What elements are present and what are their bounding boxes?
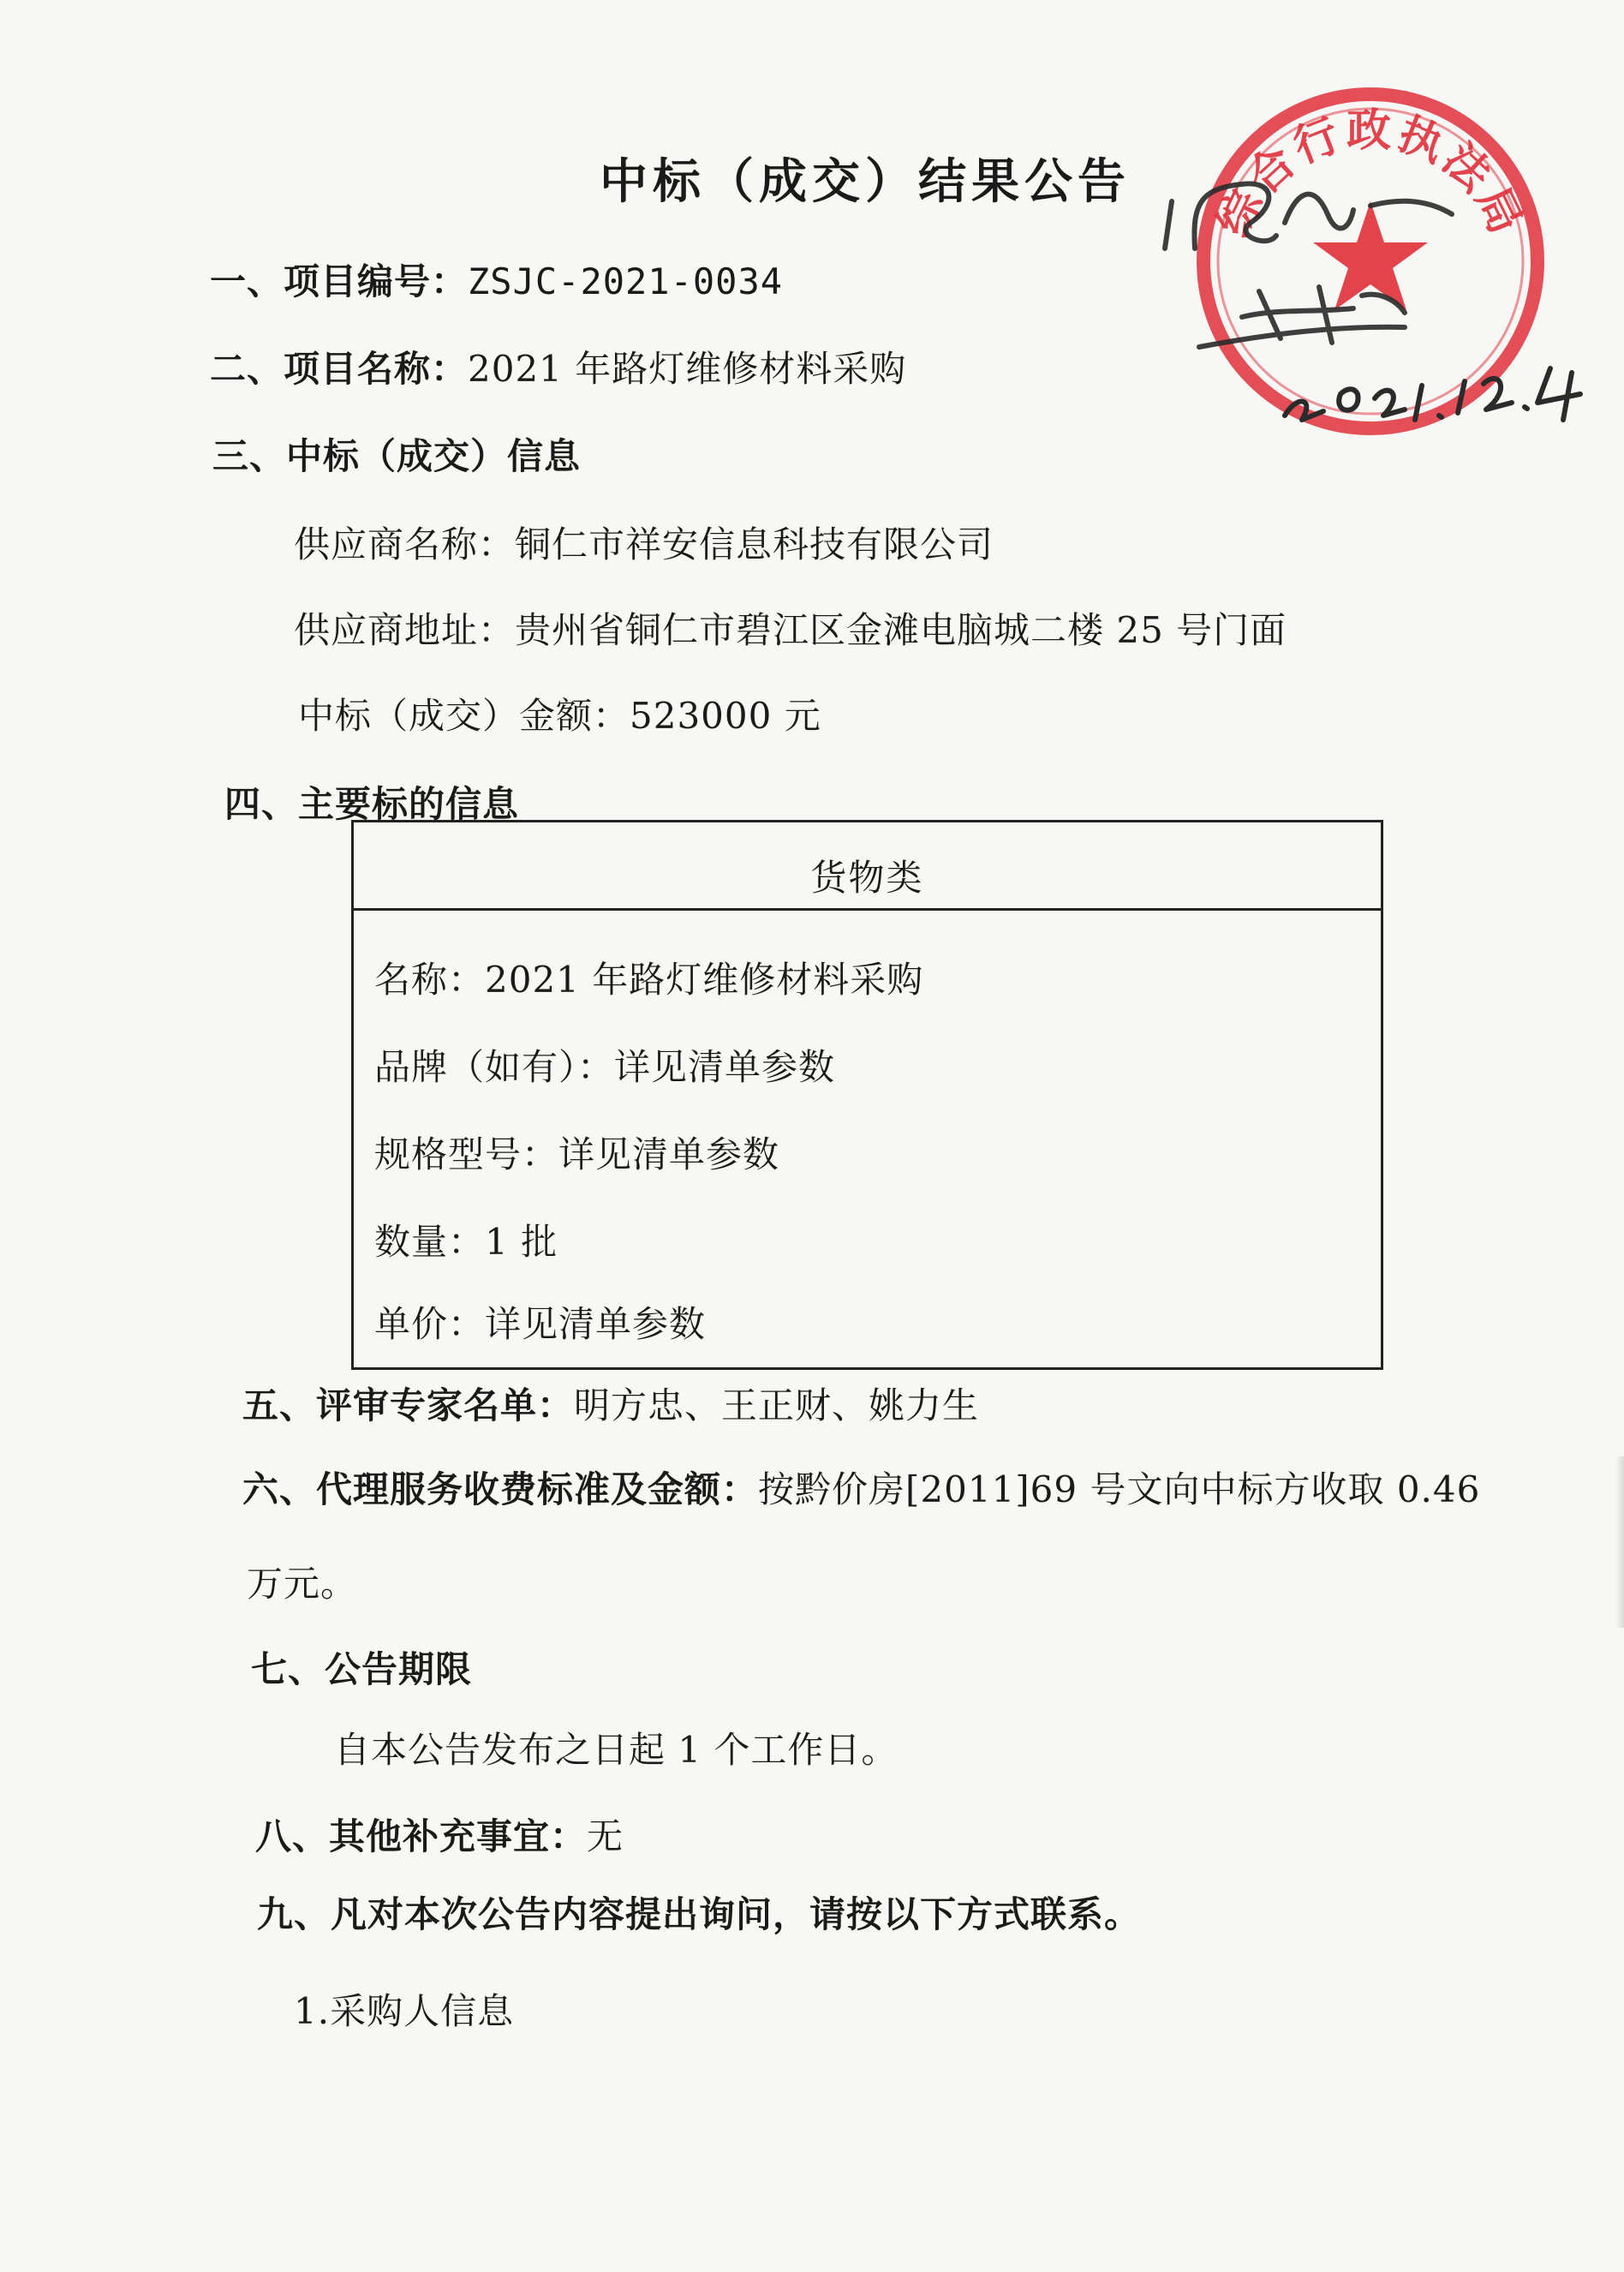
agency-fee-value: 按黔价房[2011]69 号文向中标方收取 0.46 (758, 1468, 1481, 1510)
agency-fee-continuation: 万元。 (247, 1563, 358, 1605)
contact-heading: 九、凡对本次公告内容提出询问，请按以下方式联系。 (257, 1893, 1142, 1935)
project-name-label: 二、项目名称： (210, 348, 469, 390)
project-name-value: 2021 年路灯维修材料采购 (468, 348, 907, 390)
other-matters-value: 无 (587, 1815, 624, 1857)
table-header-label: 货物类 (810, 857, 924, 899)
notice-period-heading: 七、公告期限 (251, 1648, 473, 1690)
subject-info-table (351, 820, 1383, 1370)
handwritten-signature (1148, 137, 1610, 445)
project-number-value: ZSJC-2021-0034 (468, 260, 784, 302)
other-matters-row (255, 1815, 624, 1857)
other-matters-label: 八、其他补充事宜： (255, 1815, 588, 1857)
award-amount-value: 523000 元 (630, 695, 821, 737)
main-subject-heading: 四、主要标的信息 (224, 783, 520, 825)
row-value: 详见清单参数 (614, 1046, 836, 1088)
supplier-name-label: 供应商名称： (294, 523, 516, 565)
page-title: 中标（成交）结果公告 (600, 153, 1131, 210)
supplier-name-value: 铜仁市祥安信息科技有限公司 (515, 523, 994, 565)
table-row (374, 1133, 780, 1175)
seal-text: 综合行政执法局 (1208, 105, 1533, 245)
review-experts-value: 明方忠、王正财、姚力生 (574, 1384, 980, 1426)
award-amount-row (298, 695, 821, 737)
table-row (374, 1303, 707, 1345)
page-edge-shadow (1615, 1456, 1624, 1628)
row-label: 数量： (374, 1221, 486, 1263)
project-name-row (210, 348, 907, 390)
review-experts-label: 五、评审专家名单： (242, 1384, 575, 1426)
table-row (374, 959, 924, 1001)
row-value: 2021 年路灯维修材料采购 (485, 959, 924, 1001)
row-label: 品牌（如有）： (374, 1046, 615, 1088)
review-experts-row (242, 1384, 980, 1426)
table-row (374, 1221, 558, 1263)
table-header (354, 822, 1381, 911)
purchaser-info-heading: 1.采购人信息 (294, 1990, 515, 2032)
notice-period-value: 自本公告发布之日起 1 个工作日。 (334, 1729, 899, 1771)
award-info-heading: 三、中标（成交）信息 (212, 435, 582, 477)
supplier-address-row (294, 609, 1287, 651)
row-value: 1 批 (485, 1221, 558, 1263)
row-label: 单价： (374, 1303, 486, 1345)
agency-fee-label: 六、代理服务收费标准及金额： (242, 1468, 759, 1510)
row-label: 规格型号： (374, 1133, 559, 1175)
supplier-address-label: 供应商地址： (294, 609, 516, 651)
award-amount-label: 中标（成交）金额： (298, 695, 630, 737)
supplier-name-row (294, 523, 994, 565)
project-number-row (210, 260, 784, 302)
project-number-label: 一、项目编号： (210, 260, 469, 302)
supplier-address-value: 贵州省铜仁市碧江区金滩电脑城二楼 25 号门面 (515, 609, 1287, 651)
agency-fee-row (242, 1468, 1481, 1510)
row-value: 详见清单参数 (485, 1303, 707, 1345)
signature-date (1285, 368, 1580, 420)
table-row (374, 1046, 836, 1088)
row-value: 详见清单参数 (558, 1133, 780, 1175)
row-label: 名称： (374, 959, 486, 1001)
